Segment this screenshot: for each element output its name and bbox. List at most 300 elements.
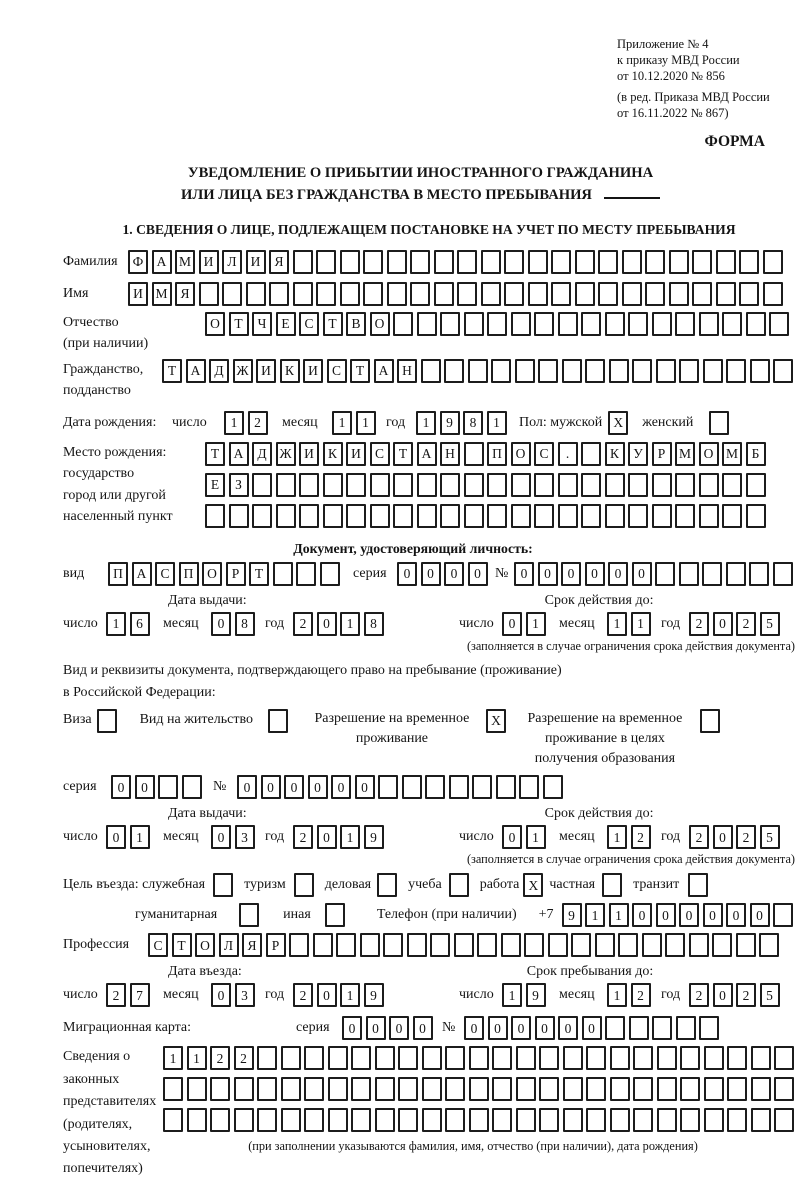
char-cell[interactable]: 0 xyxy=(632,562,652,586)
char-cell[interactable]: Н xyxy=(440,442,460,466)
char-cell[interactable]: 9 xyxy=(562,903,582,927)
char-cell[interactable] xyxy=(657,1046,677,1070)
char-cell[interactable] xyxy=(774,1108,794,1132)
char-cell[interactable] xyxy=(444,359,464,383)
char-cell[interactable] xyxy=(281,1108,301,1132)
char-cell[interactable] xyxy=(398,1108,418,1132)
char-cell[interactable] xyxy=(320,562,340,586)
char-cell[interactable] xyxy=(633,1108,653,1132)
char-cell[interactable]: Ж xyxy=(233,359,253,383)
char-cell[interactable]: А xyxy=(152,250,172,274)
char-cell[interactable] xyxy=(464,504,484,528)
char-cell[interactable] xyxy=(434,250,454,274)
char-cell[interactable]: 1 xyxy=(609,903,629,927)
char-cell[interactable]: 0 xyxy=(608,562,628,586)
purpose-humanitarian-checkbox[interactable] xyxy=(239,903,259,927)
char-cell[interactable]: 6 xyxy=(130,612,150,636)
char-cell[interactable] xyxy=(351,1108,371,1132)
char-cell[interactable]: П xyxy=(108,562,128,586)
char-cell[interactable]: Я xyxy=(269,250,289,274)
char-cell[interactable]: С xyxy=(148,933,168,957)
char-cell[interactable]: К xyxy=(323,442,343,466)
char-cell[interactable]: 0 xyxy=(397,562,417,586)
char-cell[interactable] xyxy=(528,282,548,306)
char-cell[interactable] xyxy=(464,312,484,336)
char-cell[interactable]: 1 xyxy=(416,411,436,435)
char-cell[interactable] xyxy=(346,504,366,528)
char-cell[interactable] xyxy=(618,933,638,957)
char-cell[interactable] xyxy=(469,1077,489,1101)
char-cell[interactable]: 1 xyxy=(607,983,627,1007)
char-cell[interactable] xyxy=(727,1108,747,1132)
char-cell[interactable] xyxy=(346,473,366,497)
char-cell[interactable] xyxy=(652,312,672,336)
char-cell[interactable] xyxy=(629,1016,649,1040)
char-cell[interactable] xyxy=(739,250,759,274)
char-cell[interactable] xyxy=(313,933,333,957)
char-cell[interactable] xyxy=(199,282,219,306)
char-cell[interactable] xyxy=(378,775,398,799)
char-cell[interactable] xyxy=(257,1108,277,1132)
char-cell[interactable] xyxy=(586,1077,606,1101)
char-cell[interactable] xyxy=(679,562,699,586)
char-cell[interactable] xyxy=(515,359,535,383)
char-cell[interactable] xyxy=(628,312,648,336)
char-cell[interactable]: Т xyxy=(323,312,343,336)
char-cell[interactable] xyxy=(571,933,591,957)
char-cell[interactable] xyxy=(504,250,524,274)
char-cell[interactable] xyxy=(370,504,390,528)
char-cell[interactable] xyxy=(642,933,662,957)
char-cell[interactable]: 8 xyxy=(364,612,384,636)
char-cell[interactable]: 0 xyxy=(211,983,231,1007)
char-cell[interactable] xyxy=(598,250,618,274)
char-cell[interactable] xyxy=(393,473,413,497)
char-cell[interactable] xyxy=(746,473,766,497)
char-cell[interactable]: 0 xyxy=(656,903,676,927)
char-cell[interactable] xyxy=(675,312,695,336)
char-cell[interactable]: 1 xyxy=(332,411,352,435)
char-cell[interactable]: 0 xyxy=(317,983,337,1007)
char-cell[interactable]: Я xyxy=(242,933,262,957)
char-cell[interactable] xyxy=(205,504,225,528)
char-cell[interactable]: 0 xyxy=(713,612,733,636)
char-cell[interactable]: 0 xyxy=(366,1016,386,1040)
char-cell[interactable] xyxy=(605,473,625,497)
char-cell[interactable]: 0 xyxy=(558,1016,578,1040)
char-cell[interactable]: 3 xyxy=(235,825,255,849)
char-cell[interactable] xyxy=(704,1077,724,1101)
char-cell[interactable] xyxy=(563,1108,583,1132)
char-cell[interactable]: Р xyxy=(226,562,246,586)
char-cell[interactable]: 9 xyxy=(440,411,460,435)
char-cell[interactable] xyxy=(492,1108,512,1132)
char-cell[interactable] xyxy=(340,282,360,306)
char-cell[interactable] xyxy=(736,933,756,957)
char-cell[interactable]: 1 xyxy=(106,612,126,636)
char-cell[interactable] xyxy=(657,1108,677,1132)
char-cell[interactable]: 1 xyxy=(607,825,627,849)
char-cell[interactable] xyxy=(739,282,759,306)
char-cell[interactable]: 0 xyxy=(464,1016,484,1040)
char-cell[interactable]: Р xyxy=(652,442,672,466)
char-cell[interactable] xyxy=(293,282,313,306)
char-cell[interactable] xyxy=(655,562,675,586)
char-cell[interactable] xyxy=(749,562,769,586)
char-cell[interactable] xyxy=(575,250,595,274)
char-cell[interactable]: 0 xyxy=(308,775,328,799)
char-cell[interactable]: 0 xyxy=(750,903,770,927)
char-cell[interactable]: 0 xyxy=(502,825,522,849)
temp-residence-education-checkbox[interactable] xyxy=(700,709,720,733)
char-cell[interactable] xyxy=(449,775,469,799)
char-cell[interactable]: 9 xyxy=(364,825,384,849)
char-cell[interactable] xyxy=(492,1077,512,1101)
char-cell[interactable] xyxy=(375,1077,395,1101)
char-cell[interactable] xyxy=(370,473,390,497)
char-cell[interactable]: 1 xyxy=(631,612,651,636)
purpose-study-checkbox[interactable] xyxy=(449,873,469,897)
char-cell[interactable] xyxy=(257,1046,277,1070)
char-cell[interactable] xyxy=(539,1046,559,1070)
male-checkbox[interactable]: X xyxy=(608,411,628,435)
char-cell[interactable]: 7 xyxy=(130,983,150,1007)
char-cell[interactable]: 2 xyxy=(689,612,709,636)
char-cell[interactable] xyxy=(680,1108,700,1132)
char-cell[interactable] xyxy=(375,1046,395,1070)
char-cell[interactable] xyxy=(210,1108,230,1132)
char-cell[interactable]: 1 xyxy=(130,825,150,849)
char-cell[interactable]: И xyxy=(246,250,266,274)
char-cell[interactable] xyxy=(763,282,783,306)
char-cell[interactable]: И xyxy=(199,250,219,274)
char-cell[interactable]: 9 xyxy=(526,983,546,1007)
char-cell[interactable] xyxy=(492,1046,512,1070)
char-cell[interactable]: О xyxy=(202,562,222,586)
char-cell[interactable] xyxy=(257,1077,277,1101)
temp-residence-checkbox[interactable]: X xyxy=(486,709,506,733)
char-cell[interactable]: Т xyxy=(249,562,269,586)
char-cell[interactable]: 0 xyxy=(413,1016,433,1040)
char-cell[interactable] xyxy=(328,1108,348,1132)
char-cell[interactable] xyxy=(425,775,445,799)
char-cell[interactable]: М xyxy=(675,442,695,466)
char-cell[interactable]: А xyxy=(186,359,206,383)
char-cell[interactable] xyxy=(299,473,319,497)
char-cell[interactable]: С xyxy=(155,562,175,586)
char-cell[interactable]: 0 xyxy=(211,825,231,849)
char-cell[interactable]: 0 xyxy=(331,775,351,799)
char-cell[interactable] xyxy=(675,504,695,528)
char-cell[interactable] xyxy=(562,359,582,383)
char-cell[interactable] xyxy=(581,473,601,497)
char-cell[interactable]: Р xyxy=(266,933,286,957)
char-cell[interactable]: Ч xyxy=(252,312,272,336)
char-cell[interactable] xyxy=(434,282,454,306)
char-cell[interactable]: И xyxy=(299,442,319,466)
char-cell[interactable] xyxy=(605,504,625,528)
char-cell[interactable] xyxy=(421,359,441,383)
char-cell[interactable]: 0 xyxy=(421,562,441,586)
char-cell[interactable] xyxy=(375,1108,395,1132)
char-cell[interactable]: О xyxy=(511,442,531,466)
char-cell[interactable]: 5 xyxy=(760,983,780,1007)
char-cell[interactable] xyxy=(702,562,722,586)
char-cell[interactable]: Н xyxy=(397,359,417,383)
char-cell[interactable]: А xyxy=(417,442,437,466)
char-cell[interactable]: 2 xyxy=(736,983,756,1007)
char-cell[interactable]: 2 xyxy=(106,983,126,1007)
char-cell[interactable]: С xyxy=(327,359,347,383)
char-cell[interactable] xyxy=(699,504,719,528)
char-cell[interactable] xyxy=(563,1077,583,1101)
char-cell[interactable]: 3 xyxy=(235,983,255,1007)
char-cell[interactable] xyxy=(504,282,524,306)
char-cell[interactable]: В xyxy=(346,312,366,336)
char-cell[interactable] xyxy=(472,775,492,799)
char-cell[interactable]: 0 xyxy=(284,775,304,799)
char-cell[interactable]: 0 xyxy=(703,903,723,927)
char-cell[interactable] xyxy=(387,250,407,274)
char-cell[interactable] xyxy=(468,359,488,383)
char-cell[interactable]: 1 xyxy=(607,612,627,636)
char-cell[interactable] xyxy=(652,473,672,497)
char-cell[interactable]: 0 xyxy=(342,1016,362,1040)
char-cell[interactable] xyxy=(676,1016,696,1040)
char-cell[interactable] xyxy=(351,1077,371,1101)
char-cell[interactable] xyxy=(360,933,380,957)
char-cell[interactable]: 0 xyxy=(488,1016,508,1040)
char-cell[interactable] xyxy=(487,312,507,336)
char-cell[interactable]: 0 xyxy=(111,775,131,799)
purpose-other-checkbox[interactable] xyxy=(325,903,345,927)
char-cell[interactable] xyxy=(440,312,460,336)
char-cell[interactable]: 0 xyxy=(713,825,733,849)
char-cell[interactable] xyxy=(477,933,497,957)
char-cell[interactable] xyxy=(534,473,554,497)
char-cell[interactable] xyxy=(417,504,437,528)
char-cell[interactable] xyxy=(551,250,571,274)
char-cell[interactable] xyxy=(276,504,296,528)
char-cell[interactable] xyxy=(774,1046,794,1070)
char-cell[interactable] xyxy=(704,1108,724,1132)
char-cell[interactable] xyxy=(487,504,507,528)
char-cell[interactable] xyxy=(679,359,699,383)
char-cell[interactable] xyxy=(703,359,723,383)
char-cell[interactable]: А xyxy=(374,359,394,383)
char-cell[interactable] xyxy=(323,504,343,528)
char-cell[interactable] xyxy=(692,250,712,274)
char-cell[interactable] xyxy=(351,1046,371,1070)
char-cell[interactable] xyxy=(628,473,648,497)
char-cell[interactable]: Т xyxy=(350,359,370,383)
char-cell[interactable] xyxy=(328,1046,348,1070)
char-cell[interactable]: 1 xyxy=(163,1046,183,1070)
char-cell[interactable]: 1 xyxy=(526,825,546,849)
char-cell[interactable] xyxy=(511,473,531,497)
char-cell[interactable]: 0 xyxy=(502,612,522,636)
char-cell[interactable] xyxy=(524,933,544,957)
char-cell[interactable] xyxy=(511,312,531,336)
char-cell[interactable] xyxy=(481,282,501,306)
purpose-business-checkbox[interactable] xyxy=(377,873,397,897)
char-cell[interactable] xyxy=(289,933,309,957)
char-cell[interactable]: 8 xyxy=(463,411,483,435)
char-cell[interactable] xyxy=(669,250,689,274)
char-cell[interactable]: М xyxy=(152,282,172,306)
char-cell[interactable]: Д xyxy=(209,359,229,383)
char-cell[interactable] xyxy=(387,282,407,306)
char-cell[interactable]: 1 xyxy=(340,612,360,636)
char-cell[interactable] xyxy=(586,1046,606,1070)
char-cell[interactable]: 0 xyxy=(713,983,733,1007)
char-cell[interactable]: О xyxy=(699,442,719,466)
char-cell[interactable] xyxy=(440,504,460,528)
char-cell[interactable]: 2 xyxy=(689,983,709,1007)
char-cell[interactable]: П xyxy=(179,562,199,586)
char-cell[interactable]: 0 xyxy=(679,903,699,927)
char-cell[interactable]: 0 xyxy=(535,1016,555,1040)
char-cell[interactable] xyxy=(622,282,642,306)
char-cell[interactable] xyxy=(464,473,484,497)
char-cell[interactable] xyxy=(633,1046,653,1070)
char-cell[interactable]: Д xyxy=(252,442,272,466)
char-cell[interactable] xyxy=(269,282,289,306)
char-cell[interactable] xyxy=(304,1108,324,1132)
char-cell[interactable] xyxy=(440,473,460,497)
char-cell[interactable] xyxy=(727,1046,747,1070)
char-cell[interactable]: 1 xyxy=(487,411,507,435)
char-cell[interactable] xyxy=(187,1077,207,1101)
char-cell[interactable] xyxy=(304,1077,324,1101)
char-cell[interactable]: 1 xyxy=(340,983,360,1007)
char-cell[interactable] xyxy=(751,1077,771,1101)
char-cell[interactable] xyxy=(551,282,571,306)
char-cell[interactable] xyxy=(491,359,511,383)
char-cell[interactable]: 0 xyxy=(511,1016,531,1040)
char-cell[interactable]: 2 xyxy=(736,825,756,849)
char-cell[interactable] xyxy=(252,473,272,497)
char-cell[interactable] xyxy=(543,775,563,799)
char-cell[interactable] xyxy=(182,775,202,799)
char-cell[interactable] xyxy=(234,1108,254,1132)
char-cell[interactable]: 0 xyxy=(582,1016,602,1040)
char-cell[interactable] xyxy=(645,250,665,274)
char-cell[interactable]: И xyxy=(256,359,276,383)
char-cell[interactable] xyxy=(692,282,712,306)
char-cell[interactable] xyxy=(680,1046,700,1070)
char-cell[interactable]: 0 xyxy=(585,562,605,586)
char-cell[interactable]: У xyxy=(628,442,648,466)
char-cell[interactable]: Т xyxy=(162,359,182,383)
char-cell[interactable]: 8 xyxy=(235,612,255,636)
char-cell[interactable] xyxy=(656,359,676,383)
char-cell[interactable]: Т xyxy=(172,933,192,957)
char-cell[interactable]: 1 xyxy=(356,411,376,435)
char-cell[interactable] xyxy=(445,1046,465,1070)
char-cell[interactable] xyxy=(163,1077,183,1101)
char-cell[interactable] xyxy=(726,562,746,586)
char-cell[interactable]: А xyxy=(229,442,249,466)
char-cell[interactable]: Б xyxy=(746,442,766,466)
char-cell[interactable] xyxy=(410,282,430,306)
char-cell[interactable] xyxy=(699,473,719,497)
char-cell[interactable] xyxy=(759,933,779,957)
char-cell[interactable]: О xyxy=(205,312,225,336)
char-cell[interactable]: Т xyxy=(205,442,225,466)
char-cell[interactable]: И xyxy=(346,442,366,466)
visa-checkbox[interactable] xyxy=(97,709,117,733)
char-cell[interactable] xyxy=(751,1046,771,1070)
char-cell[interactable] xyxy=(722,504,742,528)
char-cell[interactable] xyxy=(558,473,578,497)
char-cell[interactable] xyxy=(622,250,642,274)
char-cell[interactable] xyxy=(398,1046,418,1070)
char-cell[interactable]: Л xyxy=(222,250,242,274)
char-cell[interactable]: И xyxy=(303,359,323,383)
char-cell[interactable]: 0 xyxy=(632,903,652,927)
char-cell[interactable] xyxy=(712,933,732,957)
char-cell[interactable] xyxy=(454,933,474,957)
char-cell[interactable] xyxy=(252,504,272,528)
char-cell[interactable]: 0 xyxy=(317,612,337,636)
residence-permit-checkbox[interactable] xyxy=(268,709,288,733)
char-cell[interactable] xyxy=(487,473,507,497)
char-cell[interactable] xyxy=(281,1046,301,1070)
char-cell[interactable] xyxy=(417,312,437,336)
char-cell[interactable] xyxy=(393,504,413,528)
char-cell[interactable]: И xyxy=(128,282,148,306)
char-cell[interactable] xyxy=(581,312,601,336)
char-cell[interactable]: 0 xyxy=(317,825,337,849)
char-cell[interactable] xyxy=(402,775,422,799)
char-cell[interactable] xyxy=(516,1108,536,1132)
char-cell[interactable] xyxy=(246,282,266,306)
char-cell[interactable]: 0 xyxy=(237,775,257,799)
char-cell[interactable] xyxy=(716,282,736,306)
char-cell[interactable]: 2 xyxy=(293,983,313,1007)
char-cell[interactable] xyxy=(273,562,293,586)
char-cell[interactable] xyxy=(665,933,685,957)
char-cell[interactable] xyxy=(722,312,742,336)
char-cell[interactable] xyxy=(704,1046,724,1070)
char-cell[interactable] xyxy=(727,1077,747,1101)
char-cell[interactable] xyxy=(610,1077,630,1101)
char-cell[interactable] xyxy=(769,312,789,336)
char-cell[interactable] xyxy=(689,933,709,957)
char-cell[interactable]: П xyxy=(487,442,507,466)
char-cell[interactable] xyxy=(210,1077,230,1101)
purpose-work-checkbox[interactable]: X xyxy=(523,873,543,897)
char-cell[interactable]: К xyxy=(280,359,300,383)
char-cell[interactable]: 2 xyxy=(248,411,268,435)
char-cell[interactable] xyxy=(609,359,629,383)
char-cell[interactable] xyxy=(633,1077,653,1101)
char-cell[interactable]: 2 xyxy=(210,1046,230,1070)
char-cell[interactable] xyxy=(445,1077,465,1101)
char-cell[interactable] xyxy=(422,1108,442,1132)
char-cell[interactable]: Е xyxy=(276,312,296,336)
char-cell[interactable] xyxy=(323,473,343,497)
char-cell[interactable] xyxy=(316,282,336,306)
char-cell[interactable]: 1 xyxy=(502,983,522,1007)
char-cell[interactable] xyxy=(410,250,430,274)
char-cell[interactable]: Ж xyxy=(276,442,296,466)
char-cell[interactable]: С xyxy=(534,442,554,466)
char-cell[interactable] xyxy=(422,1077,442,1101)
char-cell[interactable] xyxy=(598,282,618,306)
char-cell[interactable] xyxy=(469,1046,489,1070)
